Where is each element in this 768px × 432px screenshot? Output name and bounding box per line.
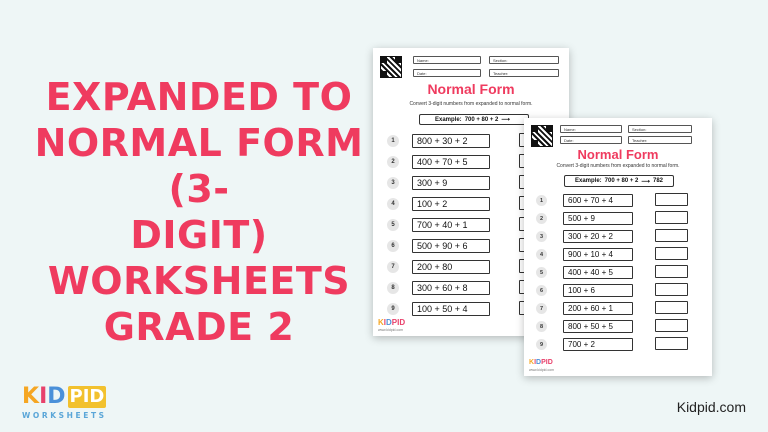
problem-row [536, 302, 633, 315]
kidpid-logo[interactable] [22, 386, 107, 420]
problem-row [536, 320, 633, 333]
logo-letter-k: K [22, 384, 40, 409]
expression-box: 300 + 20 + 2 [563, 230, 633, 243]
problem-row [387, 302, 490, 316]
worksheet-instruction: Convert 3-digit numbers from expanded to normal form. [409, 101, 533, 107]
example-label: Example: [435, 116, 462, 123]
answer-box[interactable] [655, 193, 688, 206]
section-field: Section: [489, 56, 559, 64]
expression-box: 100 + 2 [412, 197, 490, 211]
problem-row [536, 284, 633, 297]
problem-row [387, 134, 490, 148]
example-label: Example: [574, 178, 602, 184]
problem-number: 5 [536, 267, 547, 278]
problem-number: 5 [387, 219, 399, 231]
problem-number: 9 [387, 303, 399, 315]
problem-number: 3 [387, 177, 399, 189]
problem-number: 8 [387, 282, 399, 294]
answer-box[interactable] [655, 265, 688, 278]
site-url[interactable]: Kidpid.com [676, 399, 746, 415]
example-box [419, 114, 529, 125]
problem-number: 6 [536, 285, 547, 296]
example-expression: 700 + 80 + 2 [604, 178, 639, 184]
example-box [564, 175, 674, 187]
problem-number: 3 [536, 231, 547, 242]
problem-number: 6 [387, 240, 399, 252]
headline-line-3: DIGIT) WORKSHEETS [47, 213, 351, 303]
headline-line-4: GRADE 2 [103, 305, 295, 349]
problem-number: 7 [536, 303, 547, 314]
logo-letters-pid: PID [69, 386, 105, 407]
logo-letter-d: D [47, 384, 66, 409]
expression-box: 500 + 9 [563, 212, 633, 225]
worksheet-title: Normal Form [577, 147, 659, 162]
qr-code-icon [531, 125, 553, 147]
problem-row [387, 260, 490, 274]
expression-box: 500 + 90 + 6 [412, 239, 490, 253]
answer-box[interactable] [655, 211, 688, 224]
problem-number: 1 [387, 135, 399, 147]
expression-box: 100 + 50 + 4 [412, 302, 490, 316]
problem-row [387, 281, 490, 295]
teacher-field: Teacher: [628, 136, 692, 144]
answer-box[interactable] [655, 337, 688, 350]
problem-number: 2 [536, 213, 547, 224]
expression-box: 200 + 60 + 1 [563, 302, 633, 315]
name-field: Name: [413, 56, 481, 64]
problem-number: 4 [536, 249, 547, 260]
expression-box: 900 + 10 + 4 [563, 248, 633, 261]
problem-row [387, 197, 490, 211]
problem-row [536, 266, 633, 279]
expression-box: 300 + 60 + 8 [412, 281, 490, 295]
problem-row [387, 218, 490, 232]
problem-row [387, 239, 490, 253]
problem-row [387, 155, 490, 169]
expression-box: 800 + 50 + 5 [563, 320, 633, 333]
expression-box: 800 + 30 + 2 [412, 134, 490, 148]
answer-box[interactable] [655, 247, 688, 260]
answer-box[interactable] [655, 301, 688, 314]
answer-box[interactable] [655, 319, 688, 332]
worksheet-instruction: Convert 3-digit numbers from expanded to normal form. [556, 163, 680, 169]
problem-number: 1 [536, 195, 547, 206]
logo-subtitle: WORKSHEETS [22, 411, 107, 420]
problem-row [536, 212, 633, 225]
problem-row [536, 230, 633, 243]
expression-box: 600 + 70 + 4 [563, 194, 633, 207]
worksheet-url: www.kidpid.com [529, 368, 555, 372]
worksheet-url: www.kidpid.com [378, 328, 404, 332]
worksheet-logo: KIDPID [529, 359, 553, 366]
answer-box[interactable] [655, 283, 688, 296]
expression-box: 700 + 40 + 1 [412, 218, 490, 232]
expression-box: 400 + 70 + 5 [412, 155, 490, 169]
problem-number: 8 [536, 321, 547, 332]
worksheet-preview-2[interactable] [524, 118, 712, 376]
answer-box[interactable] [655, 229, 688, 242]
arrow-right-icon: ⟶ [501, 117, 510, 123]
expression-box: 200 + 80 [412, 260, 490, 274]
problem-number: 2 [387, 156, 399, 168]
expression-box: 700 + 2 [563, 338, 633, 351]
expression-box: 100 + 6 [563, 284, 633, 297]
problem-row [387, 176, 490, 190]
headline-line-2: NORMAL FORM (3- [34, 121, 364, 211]
section-field: Section: [628, 125, 692, 133]
example-answer: 782 [652, 178, 663, 184]
page-headline [18, 74, 380, 350]
logo-wordmark [22, 386, 107, 408]
problem-number: 9 [536, 339, 547, 350]
problem-row [536, 194, 633, 207]
problem-row [536, 338, 633, 351]
worksheet-logo: KIDPID [378, 318, 406, 327]
problem-row [536, 248, 633, 261]
example-expression: 700 + 80 + 2 [464, 116, 499, 123]
problem-number: 7 [387, 261, 399, 273]
name-field: Name: [560, 125, 622, 133]
date-field: Date: [413, 69, 481, 77]
headline-line-1: EXPANDED TO [45, 75, 353, 119]
worksheet-title: Normal Form [427, 81, 515, 97]
problem-number: 4 [387, 198, 399, 210]
date-field: Date: [560, 136, 622, 144]
teacher-field: Teacher: [489, 69, 559, 77]
qr-code-icon [380, 56, 402, 78]
expression-box: 300 + 9 [412, 176, 490, 190]
arrow-right-icon: ⟶ [641, 178, 650, 185]
expression-box: 400 + 40 + 5 [563, 266, 633, 279]
logo-letter-i: I [39, 384, 48, 409]
